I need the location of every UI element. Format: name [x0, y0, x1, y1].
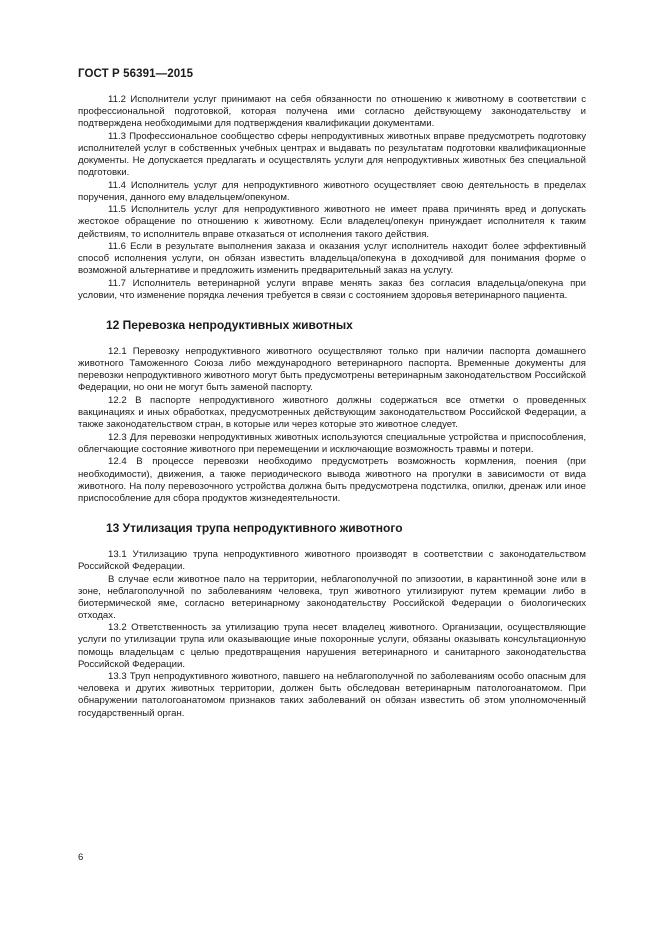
paragraph: 12.4 В процессе перевозки необходимо предусмотреть возможность кормления, поения (при необходимости), движения, а также периодического вывода животного на прогулки в зависимости от вида животного. На полу перевозочного устройства должна быть предусмотрена подстилка, опилки, дренаж или иное приспособление для сбора продуктов жизнедеятельности. [78, 456, 586, 504]
paragraph: 11.7 Исполнитель ветеринарной услуги вправе менять заказ без согласия владельца/опекуна при условии, что изменение порядка лечения требуется в связи с состоянием здоровья ветеринарного пациента. [78, 277, 586, 301]
section-13 [78, 521, 586, 720]
paragraph: 12.1 Перевозку непродуктивного животного осуществляют только при наличии паспорта домашнего животного Таможенного Союза либо международного ветеринарного паспорта. Временные документы для перевозки непродуктивного животного могут быть предусмотрены ветеринарным законодательством Российской Федерации, но они не могут быть заменой паспорту. [78, 346, 586, 394]
paragraph: 13.1 Утилизацию трупа непродуктивного животного производят в соответствии с законодательством Российской Федерации. [78, 548, 586, 572]
section-11 [78, 94, 586, 302]
standard-header: ГОСТ Р 56391—2015 [78, 68, 194, 80]
page-number: 6 [78, 852, 84, 863]
paragraph: 11.4 Исполнитель услуг для непродуктивного животного осуществляет свою деятельность в пределах поручения, данного ему владельцем/опекуном. [78, 179, 586, 203]
paragraph: 12.3 Для перевозки непродуктивных животных используются специальные устройства и приспособления, облегчающие состояние животного при перемещении и исключающие возможность травмы и потери. [78, 431, 586, 455]
paragraph: 11.3 Профессиональное сообщество сферы непродуктивных животных вправе предусмотреть подготовку исполнителей услуг в собственных учебных центрах и выдавать по результатам подготовки квалификационные документы. Не допускается предлагать и осуществлять услуги для непродуктивных животных без специальной подготовки. [78, 130, 586, 179]
paragraph: 11.2 Исполнители услуг принимают на себя обязанности по отношению к животному в соответствии с профессиональной подготовкой, которая получена ими согласно действующему законодательству и подтверждена необходимыми для подтверждения квалификации документами. [78, 94, 586, 130]
paragraph: 13.2 Ответственность за утилизацию трупа несет владелец животного. Организации, осуществляющие услуги по утилизации трупа или оказывающие иные похоронные услуги, обязаны оказывать консультационную помощь владельцам с целью предотвращения нарушения ветеринарного и санитарного законодательства Российской Федерации. [78, 622, 586, 670]
paragraph: 11.5 Исполнитель услуг для непродуктивного животного не имеет права причинять вред и допускать жестокое обращение по отношению к животному. Если владелец/опекун принуждает исполнителя к таким действиям, то исполнитель вправе отказаться от исполнения такого действия. [78, 204, 586, 240]
section-heading: 12 Перевозка непродуктивных животных [106, 318, 353, 333]
paragraph: 12.2 В паспорте непродуктивного животного должны содержаться все отметки о проведенных вакцинациях и иных обработках, предусмотренных действующим законодательством Российской Федерации, а также законодательством стран, в которые или через которые это животное следует. [78, 394, 586, 431]
document-body [78, 94, 586, 720]
section-12 [78, 318, 586, 505]
paragraph: 11.6 Если в результате выполнения заказа и оказания услуг исполнитель находит более эффективный способ исполнения услуги, он обязан известить владельца/опекуна в доходчивой для понимания форме о возможной альтернативе и предложить изменить предварительный заказ на услугу. [78, 241, 586, 277]
paragraph: 13.3 Труп непродуктивного животного, павшего на неблагополучной по заболеваниям особо опасным для человека и других животных территории, должен быть обследован ветеринарным патологоанатомом. При обнаружении патологоанатомом признаков таких заболеваний он обязан известить об этом уполномоченный государственный орган. [78, 671, 586, 719]
section-heading: 13 Утилизация трупа непродуктивного животного [106, 520, 403, 535]
paragraph: В случае если животное пало на территории, неблагополучной по эпизоотии, в карантинной зоне или в зоне, неблагополучной по заболеваниям человека, труп животного утилизируют путем кремации либо в биотермической яме, согласно ветеринарному законодательству Российской Федерации о биологических отходах. [78, 573, 586, 621]
